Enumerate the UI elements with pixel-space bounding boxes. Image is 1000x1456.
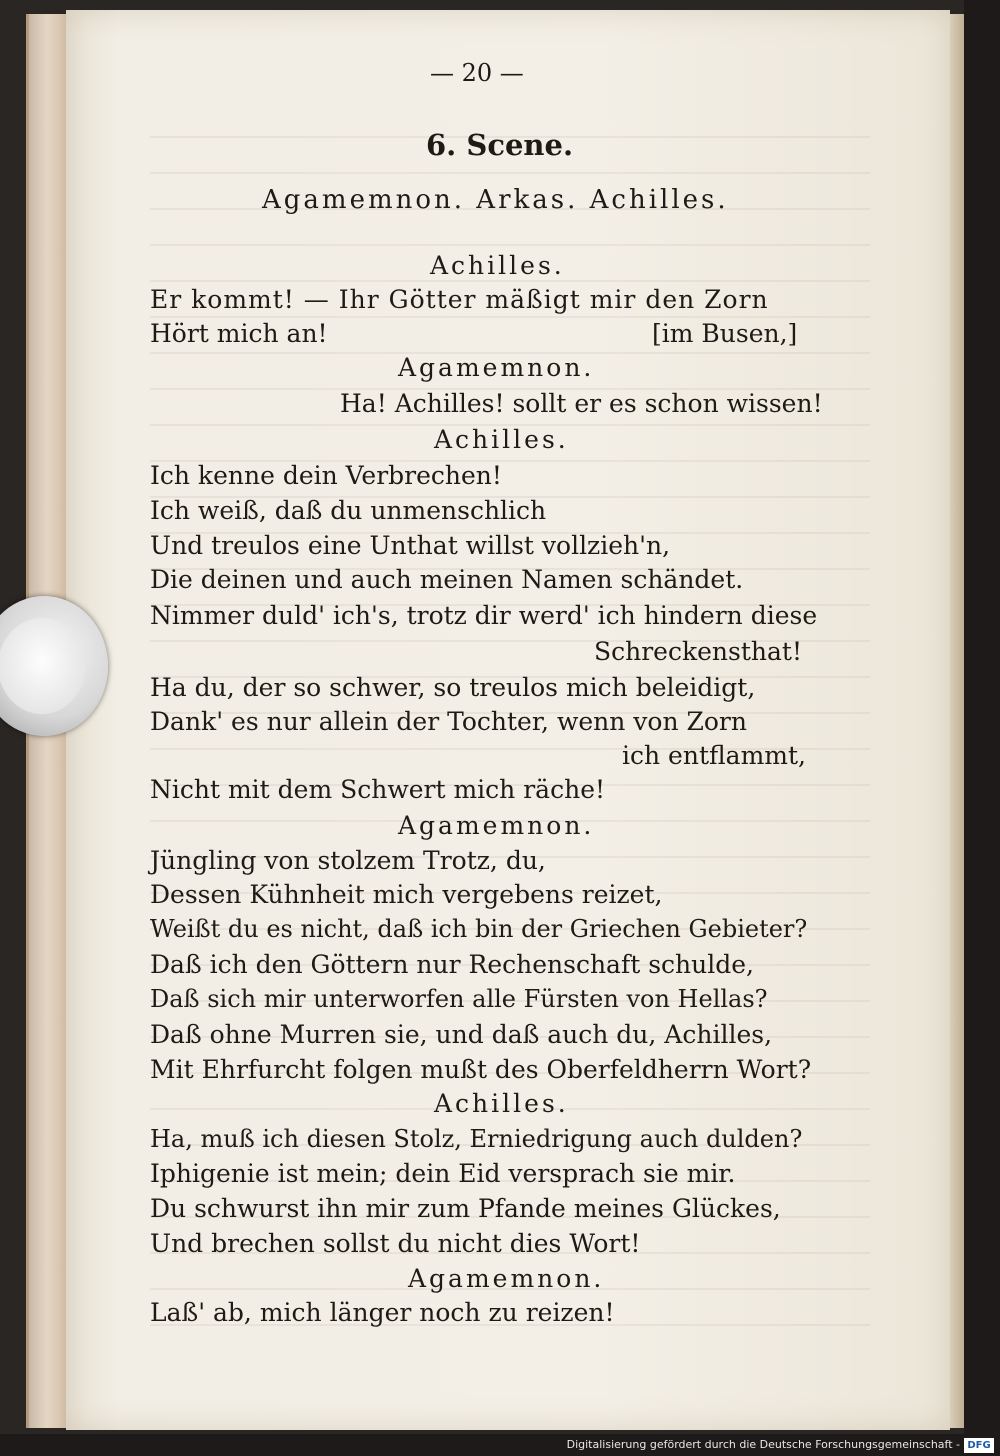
page-number: — 20 — — [430, 59, 524, 87]
facing-page-edge — [950, 14, 964, 1428]
footer-bar — [0, 1434, 1000, 1456]
verse-line: Nimmer duld' ich's, trotz dir werd' ich hindern diese — [150, 601, 818, 630]
verse-line: Iphigenie ist mein; dein Eid versprach sie mir. — [150, 1159, 736, 1188]
speaker-name: Agamemnon. — [398, 811, 595, 840]
speaker-name: Achilles. — [430, 251, 565, 280]
page-clip-highlight — [0, 618, 86, 714]
character-list: Agamemnon. Arkas. Achilles. — [262, 185, 729, 215]
verse-line: Ha! Achilles! sollt er es schon wissen! — [340, 389, 823, 418]
verse-line: Und treulos eine Unthat willst vollzieh'n, — [150, 531, 671, 560]
verse-line: Daß ich den Göttern nur Rechenschaft schulde, — [150, 950, 754, 979]
speaker-name: Achilles. — [434, 1089, 569, 1118]
verse-line: Die deinen und auch meinen Namen schändet. — [150, 565, 744, 594]
verse-line: Dank' es nur allein der Tochter, wenn von Zorn — [150, 707, 747, 736]
verse-line: Und brechen sollst du nicht dies Wort! — [150, 1229, 641, 1258]
verse-line: [im Busen,] — [652, 319, 798, 348]
verse-line: Er kommt! — Ihr Götter mäßigt mir den Zorn — [150, 285, 769, 314]
dfg-logo: DFG — [964, 1438, 994, 1453]
verse-line: Daß ohne Murren sie, und daß auch du, Achilles, — [150, 1020, 773, 1049]
verse-line: Dessen Kühnheit mich vergebens reizet, — [150, 880, 663, 909]
verse-line: Ich kenne dein Verbrechen! — [150, 461, 502, 490]
verse-line: Hört mich an! — [150, 319, 328, 348]
verse-line: Mit Ehrfurcht folgen mußt des Oberfeldherrn Wort? — [150, 1055, 812, 1084]
speaker-name: Agamemnon. — [398, 353, 595, 382]
verse-line: Nicht mit dem Schwert mich räche! — [150, 775, 606, 804]
verse-line: ich entflammt, — [622, 741, 806, 770]
verse-line: Jüngling von stolzem Trotz, du, — [150, 846, 546, 875]
scan-background — [964, 0, 1000, 1456]
scene-title: 6. Scene. — [426, 128, 574, 162]
verse-line: Ha du, der so schwer, so treulos mich beleidigt, — [150, 673, 756, 702]
verse-line: Laß' ab, mich länger noch zu reizen! — [150, 1298, 615, 1327]
verse-line: Ha, muß ich diesen Stolz, Erniedrigung auch dulden? — [150, 1125, 803, 1153]
speaker-name: Agamemnon. — [408, 1264, 605, 1293]
footer-credit: Digitalisierung gefördert durch die Deutsche Forschungsgemeinschaft - — [566, 1438, 960, 1451]
verse-line: Weißt du es nicht, daß ich bin der Griechen Gebieter? — [150, 915, 808, 943]
verse-line: Du schwurst ihn mir zum Pfande meines Glückes, — [150, 1194, 781, 1223]
verse-line: Daß sich mir unterworfen alle Fürsten von Hellas? — [150, 985, 768, 1013]
speaker-name: Achilles. — [434, 425, 569, 454]
verse-line: Schreckensthat! — [594, 637, 802, 666]
verse-line: Ich weiß, daß du unmenschlich — [150, 496, 547, 525]
